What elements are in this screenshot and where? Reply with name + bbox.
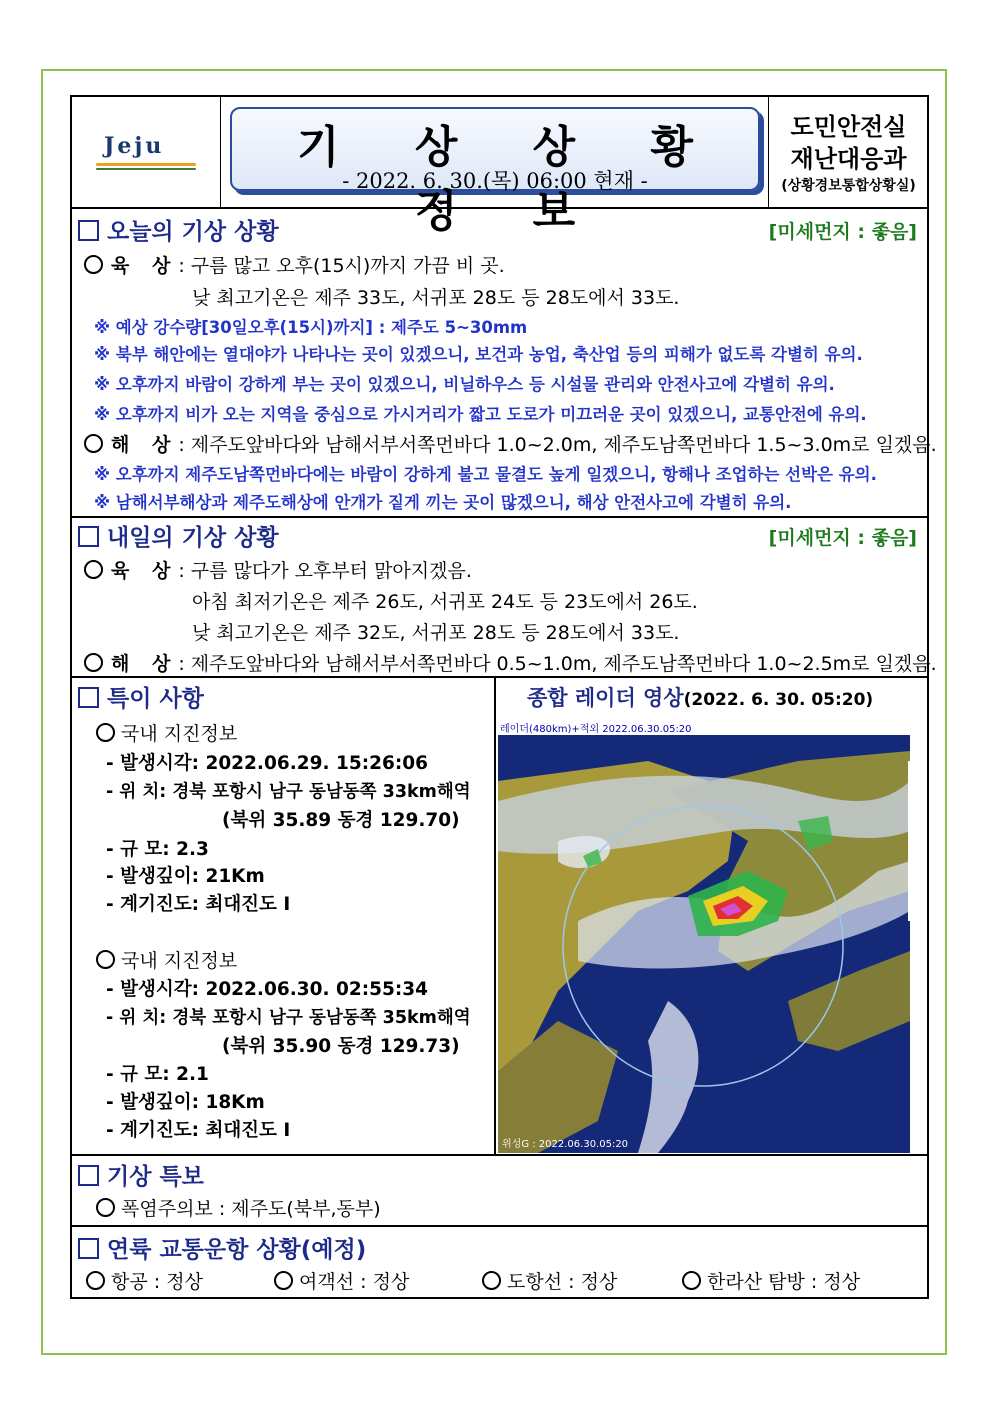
quake-2-location: - 위 치: 경북 포항시 남구 동남동쪽 35km해역 — [106, 1008, 471, 1028]
logo-swoosh-orange — [96, 163, 196, 166]
today-sea-label: 해 상 — [111, 434, 179, 456]
traffic-item-ferry-text: 여객선 : 정상 — [299, 1271, 410, 1293]
circle-bullet-icon — [84, 255, 103, 274]
department-cell — [768, 97, 928, 207]
traffic-item-hallasan — [682, 1267, 860, 1294]
today-land-text-2: 낮 최고기온은 제주 33도, 서귀포 28도 등 28도에서 33도. — [192, 287, 680, 309]
quake-1-coordinates: (북위 35.89 동경 129.70) — [222, 810, 460, 831]
quake-2-coordinates: (북위 35.90 동경 129.73) — [222, 1036, 460, 1057]
warning-heading-text: 기상 특보 — [107, 1164, 204, 1190]
checkbox-icon — [78, 1238, 99, 1259]
quake-1-title — [96, 719, 237, 746]
logo-cell — [72, 97, 221, 207]
traffic-item-island-ferry-text: 도항선 : 정상 — [507, 1271, 618, 1293]
special-heading-text: 특이 사항 — [107, 686, 204, 712]
tomorrow-land-row — [84, 556, 472, 583]
today-dust-status: [미세먼지 : 좋음] — [768, 221, 917, 243]
today-note-2: ※ 북부 해안에는 열대야가 나타나는 곳이 있겠으니, 보건과 농업, 축산업 등의 피해가 없도록 각별히 유의. — [94, 345, 863, 364]
tomorrow-land-text-3: 낮 최고기온은 제주 32도, 서귀포 28도 등 28도에서 33도. — [192, 622, 680, 644]
tomorrow-heading-text: 내일의 기상 상황 — [107, 525, 279, 551]
circle-bullet-icon — [84, 434, 103, 453]
warning-item-text: 폭염주의보 : 제주도(북부,동부) — [121, 1198, 381, 1220]
radar-satellite-image — [498, 721, 910, 1153]
checkbox-icon — [78, 220, 99, 241]
divider — [72, 676, 927, 678]
page-subtitle: - 2022. 6. 30.(목) 06:00 현재 - — [342, 169, 648, 193]
traffic-heading — [78, 1231, 366, 1264]
today-note-4: ※ 오후까지 비가 오는 지역을 중심으로 가시거리가 짧고 도로가 미끄러운 곳이 있겠으니, 교통안전에 유의. — [94, 405, 867, 424]
circle-bullet-icon — [482, 1271, 501, 1290]
special-heading — [78, 680, 204, 713]
quake-1-title-text: 국내 지진정보 — [121, 723, 238, 745]
tomorrow-dust-status: [미세먼지 : 좋음] — [768, 527, 917, 549]
quake-1-magnitude: - 규 모: 2.3 — [106, 839, 209, 860]
quake-2-time: - 발생시각: 2022.06.30. 02:55:34 — [106, 979, 428, 1000]
quake-1-intensity: - 계기진도: 최대진도 Ⅰ — [106, 894, 291, 915]
tomorrow-heading — [78, 519, 279, 552]
circle-bullet-icon — [96, 950, 115, 969]
checkbox-icon — [78, 687, 99, 708]
today-land-text-1: : 구름 많고 오후(15시)까지 가끔 비 곳. — [178, 255, 505, 277]
tomorrow-sea-label: 해 상 — [111, 653, 179, 675]
quake-1-depth: - 발생깊이: 21Km — [106, 866, 265, 887]
department-line-1: 도민안전실 — [790, 113, 907, 141]
tomorrow-sea-text: : 제주도앞바다와 남해서부서쪽먼바다 0.5~1.0m, 제주도남쪽먼바다 1.0~2.5m로 일겠음. — [178, 653, 937, 675]
checkbox-icon — [78, 1165, 99, 1186]
quake-1-time: - 발생시각: 2022.06.29. 15:26:06 — [106, 753, 428, 774]
traffic-item-air-text: 항공 : 정상 — [111, 1271, 203, 1293]
divider — [72, 1225, 927, 1227]
title-box — [230, 107, 760, 237]
radar-caption-top: 레이더(480km)+적외 2022.06.30.05:20 — [500, 724, 692, 735]
quake-2-magnitude: - 규 모: 2.1 — [106, 1064, 209, 1085]
circle-bullet-icon — [274, 1271, 293, 1290]
circle-bullet-icon — [96, 1198, 115, 1217]
traffic-heading-text: 연륙 교통운항 상황(예정) — [107, 1237, 367, 1263]
tomorrow-sea-row — [84, 649, 937, 676]
logo-swoosh-green — [96, 168, 196, 170]
quake-2-title-text: 국내 지진정보 — [121, 950, 238, 972]
today-sea-note-2: ※ 남해서부해상과 제주도해상에 안개가 짙게 끼는 곳이 많겠으니, 해상 안전사고에 각별히 유의. — [94, 493, 792, 512]
today-sea-row — [84, 430, 937, 457]
traffic-item-island-ferry — [482, 1267, 617, 1294]
logo-text: Jeju — [104, 133, 165, 159]
today-heading — [78, 213, 279, 246]
today-note-3: ※ 오후까지 바람이 강하게 부는 곳이 있겠으니, 비닐하우스 등 시설물 관리와 안전사고에 각별히 유의. — [94, 375, 835, 394]
quake-2-intensity: - 계기진도: 최대진도 Ⅰ — [106, 1120, 291, 1141]
today-note-1: ※ 예상 강수량[30일오후(15시)까지] : 제주도 5~30mm — [94, 318, 528, 337]
radar-title-date: (2022. 6. 30. 05:20) — [683, 690, 874, 710]
radar-title — [527, 682, 873, 712]
traffic-item-ferry — [274, 1267, 409, 1294]
department-line-2: 재난대응과 — [790, 145, 907, 173]
traffic-item-hallasan-text: 한라산 탐방 : 정상 — [707, 1271, 861, 1293]
radar-title-text: 종합 레이더 영상 — [527, 686, 684, 710]
circle-bullet-icon — [96, 723, 115, 742]
today-land-label: 육 상 — [111, 255, 179, 277]
divider — [72, 516, 927, 518]
divider — [72, 1154, 927, 1156]
quake-1-location: - 위 치: 경북 포항시 남구 동남동쪽 33km해역 — [106, 782, 471, 802]
checkbox-icon — [78, 526, 99, 547]
warning-heading — [78, 1158, 204, 1191]
tomorrow-land-text-2: 아침 최저기온은 제주 26도, 서귀포 24도 등 23도에서 26도. — [192, 591, 698, 613]
circle-bullet-icon — [84, 560, 103, 579]
today-sea-text: : 제주도앞바다와 남해서부서쪽먼바다 1.0~2.0m, 제주도남쪽먼바다 1.5~3.0m로 일겠음. — [178, 434, 937, 456]
quake-2-title — [96, 946, 237, 973]
jeju-logo — [96, 133, 196, 173]
circle-bullet-icon — [682, 1271, 701, 1290]
bulletin-document — [70, 95, 937, 1299]
warning-item — [96, 1194, 381, 1221]
circle-bullet-icon — [84, 653, 103, 672]
page-title: 기 상 상 황 정 보 — [297, 122, 723, 237]
tomorrow-land-text-1: : 구름 많다가 오후부터 맑아지겠음. — [178, 560, 472, 582]
traffic-item-air — [86, 1267, 203, 1294]
today-heading-text: 오늘의 기상 상황 — [107, 219, 279, 245]
today-land-row — [84, 251, 505, 278]
department-line-3: (상황경보통합상황실) — [781, 178, 916, 194]
tomorrow-land-label: 육 상 — [111, 560, 179, 582]
quake-2-depth: - 발생깊이: 18Km — [106, 1092, 265, 1113]
column-divider — [494, 676, 496, 1154]
circle-bullet-icon — [86, 1271, 105, 1290]
radar-caption-bottom: 위성G : 2022.06.30.05:20 — [502, 1139, 629, 1150]
today-sea-note-1: ※ 오후까지 제주도남쪽먼바다에는 바람이 강하게 불고 물결도 높게 일겠으니, 항해나 조업하는 선박은 유의. — [94, 465, 877, 484]
